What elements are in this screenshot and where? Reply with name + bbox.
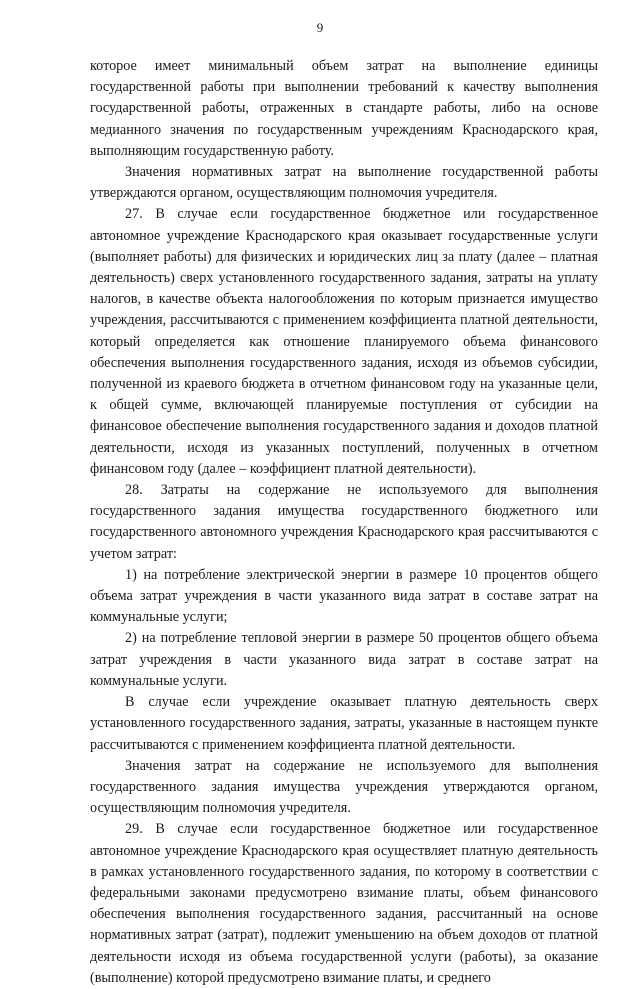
paragraph-continuation: которое имеет минимальный объем затрат на выполнение единицы государственной работы при выполнении требований к качеству выполнения государственной работы, отраженных в стандарте работы, либо на основе медианного значения по государственным учреждениям Краснодарского края, выполняющим государственную работу. <box>90 58 598 159</box>
paragraph-paid-activity: В случае если учреждение оказывает платную деятельность сверх установленного государственного задания, затраты, указанные в настоящем пункте рассчитываются с применением коэффициента платной деятельности. <box>90 694 598 753</box>
paragraph-approval: Значения затрат на содержание не используемого для выполнения государственного задания имущества учреждения утверждаются органом, осуществляющим полномочия учредителя. <box>90 757 598 817</box>
paragraph-item-28: 28. Затраты на содержание не используемого для выполнения государственного задания имущества государственного бюджетного или государственного автономного учреждения Краснодарского края рассчитываются с учетом затрат: <box>90 482 598 562</box>
paragraph-item-27: 27. В случае если государственное бюджетное или государственное автономное учреждение Краснодарского края оказывает государственные услуги (выполняет работы) для физических и юридических лиц за плату (далее – платная деятельность) сверх установленного государственного задания, затраты на уплату налогов, в качестве объекта налогообложения по которым признается имущество учреждения, рассчитываются с применением коэффициента платной деятельности, который определяется как отношение планируемого объема финансового обеспечения выполнения государственного задания, исходя из объемов субсидии, полученной из краевого бюджета в отчетном финансовом году на указанные цели, к общей сумме, включающей планируемые поступления от субсидии на финансовое обеспечение выполнения государственного задания и доходов платной деятельности, исходя из указанных поступлений, полученных в отчетном финансовом году (далее – коэффициент платной деятельности). <box>90 206 598 477</box>
page-number: 9 <box>316 20 324 35</box>
paragraph-subitem-2: 2) на потребление тепловой энергии в размере 50 процентов общего объема затрат учреждения в части указанного вида затрат в составе затрат на коммунальные услуги. <box>90 630 598 689</box>
document-body <box>90 56 598 989</box>
paragraph-subitem-1: 1) на потребление электрической энергии в размере 10 процентов общего объема затрат учреждения в части указанного вида затрат в составе затрат на коммунальные услуги; <box>90 566 598 626</box>
paragraph-item-29: 29. В случае если государственное бюджетное или государственное автономное учреждение Краснодарского края осуществляет платную деятельность в рамках установленного государственного задания, по которому в соответствии с федеральными законами предусмотрено взимание платы, объем финансового обеспечения выполнения государственного задания, рассчитанный на основе нормативных затрат (затрат), подлежит уменьшению на объем доходов от платной деятельности исходя из объема государственной услуги (работы), за оказание (выполнение) которой предусмотрено взимание платы, и среднего <box>90 821 598 986</box>
paragraph-normative-costs: Значения нормативных затрат на выполнение государственной работы утверждаются органом, осуществляющим полномочия учредителя. <box>90 164 598 202</box>
